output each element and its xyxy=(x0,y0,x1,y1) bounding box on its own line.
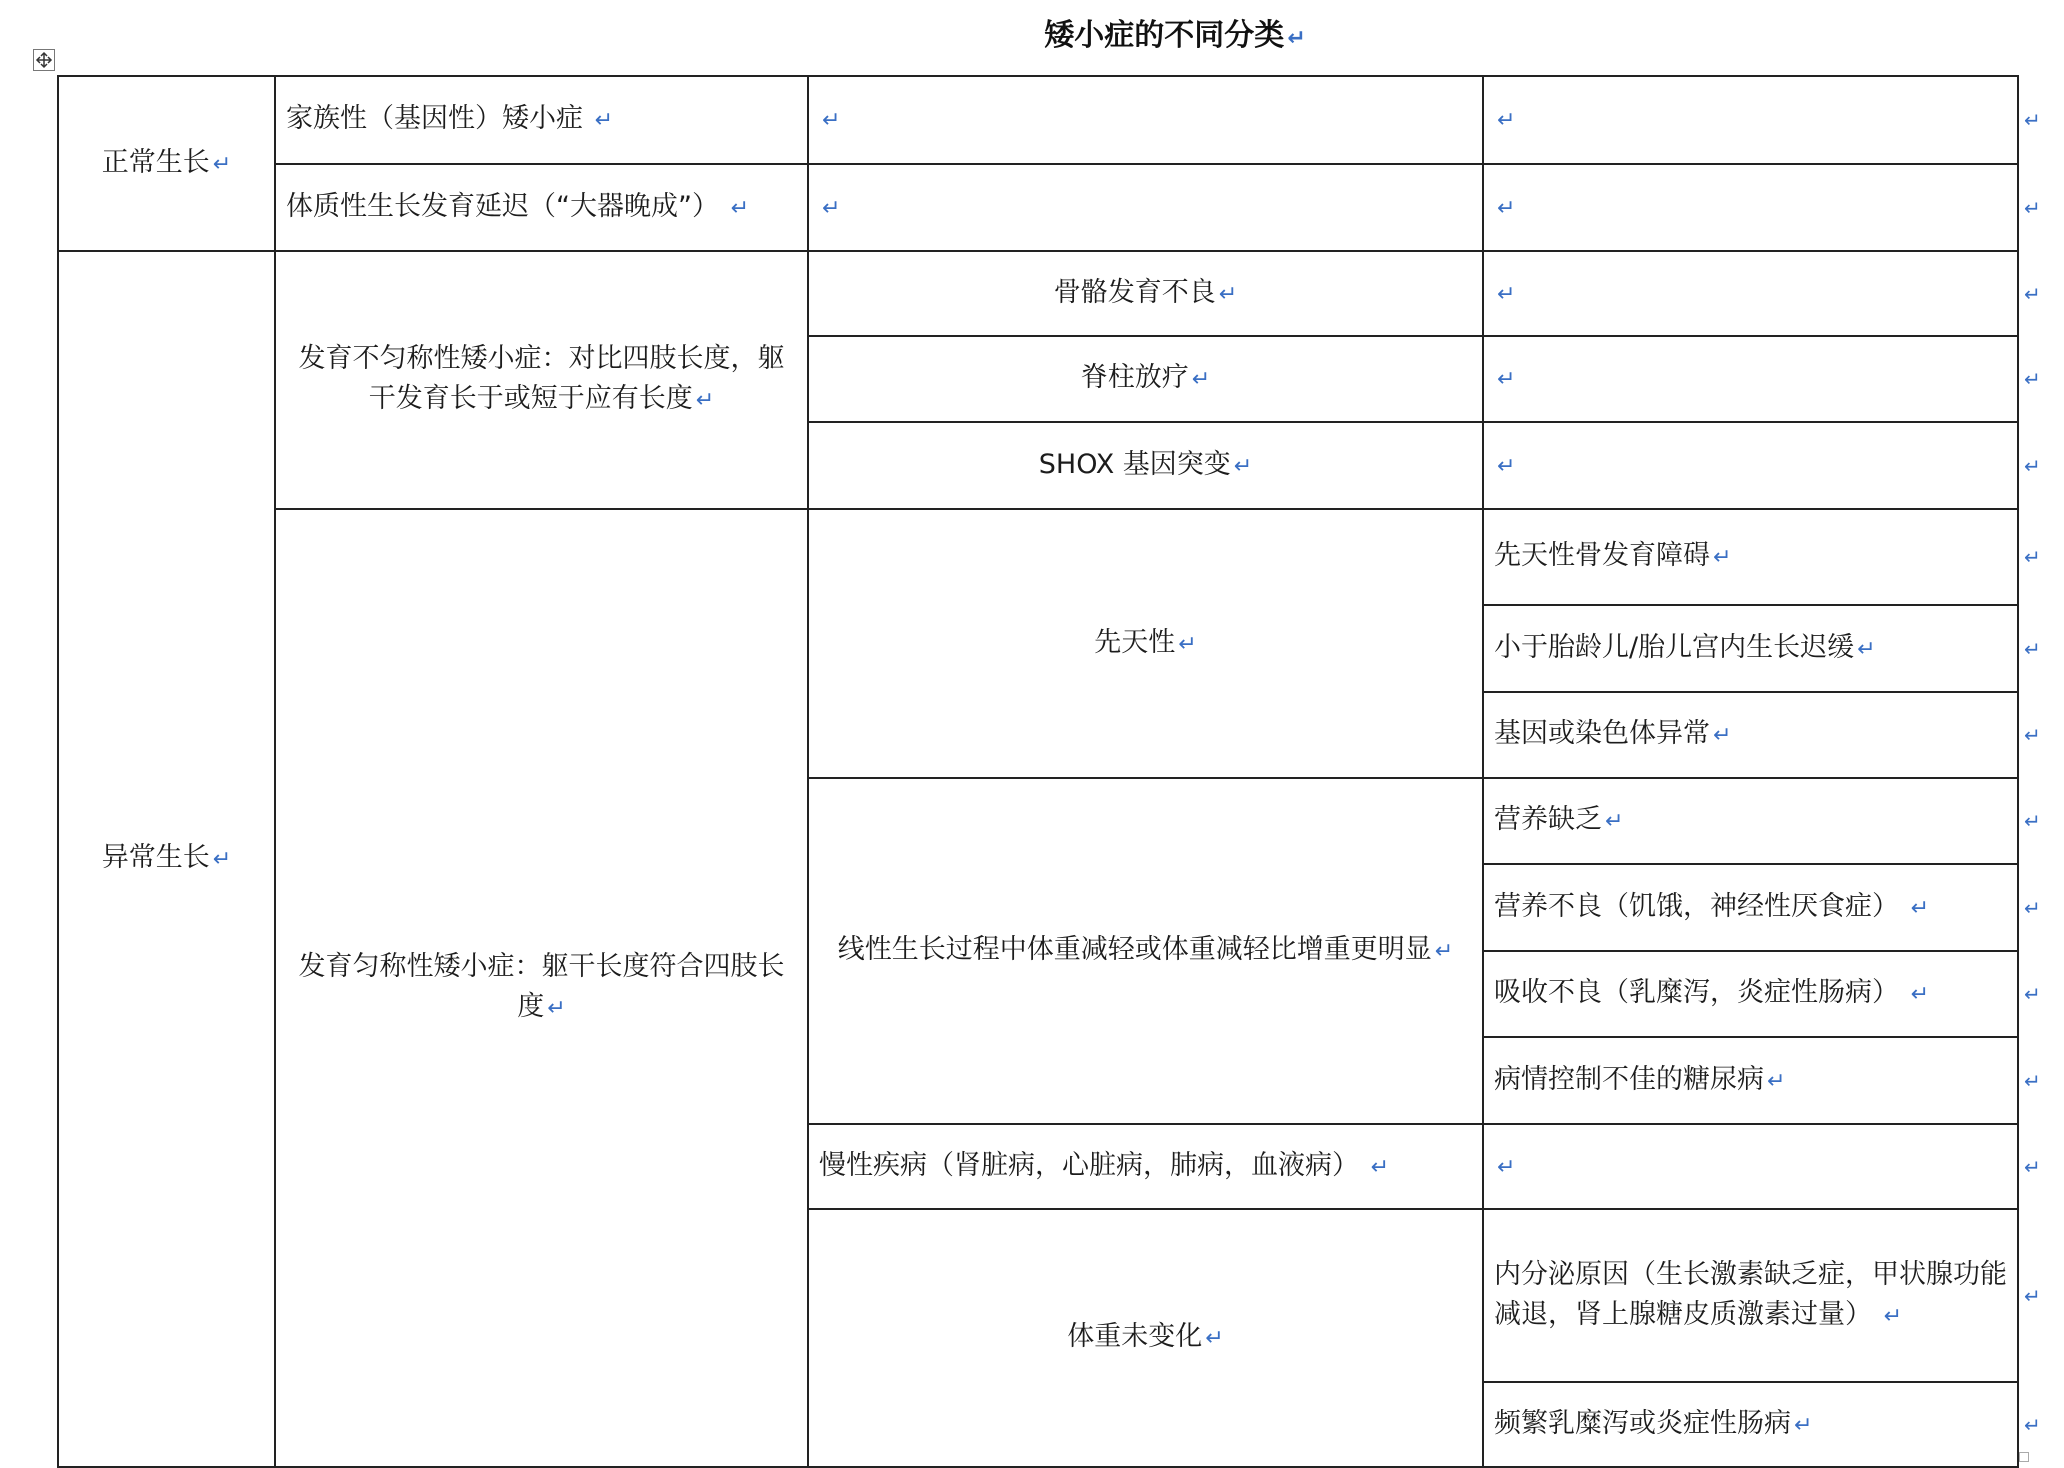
cell-skeletal-dysplasia[interactable]: 骨骼发育不良 ↵ xyxy=(808,251,1483,336)
cell-familial[interactable]: 家族性（基因性）矮小症 ↵ xyxy=(275,76,808,164)
row-end-mark: ↵ xyxy=(2024,108,2041,132)
row-end-mark: ↵ xyxy=(2024,195,2041,220)
cell-diabetes[interactable]: 病情控制不佳的糖尿病 ↵ xyxy=(1483,1037,2018,1124)
cell-sga-iugr[interactable]: 小于胎龄儿/胎儿宫内生长迟缓 ↵ xyxy=(1483,605,2018,692)
cell-malnutrition[interactable]: 营养不良（饥饿，神经性厌食症） ↵ xyxy=(1483,864,2018,951)
paragraph-mark: ↵ xyxy=(1287,26,1306,51)
row-end-mark: ↵ xyxy=(2024,1068,2041,1093)
table-move-handle-icon[interactable] xyxy=(33,49,55,71)
cell-malabsorption[interactable]: 吸收不良（乳糜泻，炎症性肠病） ↵ xyxy=(1483,951,2018,1037)
cell-empty[interactable]: ↵ xyxy=(1483,336,2018,422)
cell-proportionate[interactable]: 发育匀称性矮小症：躯干长度符合四肢长度 ↵ xyxy=(275,509,808,1467)
cell-empty[interactable]: ↵ xyxy=(1483,164,2018,251)
row-end-mark: ↵ xyxy=(2024,1412,2041,1437)
cell-disproportionate[interactable]: 发育不匀称性矮小症：对比四肢长度，躯干发育长于或短于应有长度 ↵ xyxy=(275,251,808,509)
cell-congenital[interactable]: 先天性 ↵ xyxy=(808,509,1483,778)
cell-weight-unchanged[interactable]: 体重未变化 ↵ xyxy=(808,1209,1483,1467)
cell-endocrine[interactable]: 内分泌原因（生长激素缺乏症，甲状腺功能减退，肾上腺糖皮质激素过量） ↵ xyxy=(1483,1209,2018,1382)
table-resize-handle-icon[interactable] xyxy=(2019,1452,2029,1462)
document-title: 矮小症的不同分类 ↵ xyxy=(1044,18,1306,53)
cell-constitutional[interactable]: 体质性生长发育延迟（“大器晚成”） ↵ xyxy=(275,164,808,251)
cell-genetic-chromosomal[interactable]: 基因或染色体异常 ↵ xyxy=(1483,692,2018,778)
cell-empty[interactable]: ↵ xyxy=(1483,422,2018,509)
cell-shox[interactable]: SHOX 基因突变 ↵ xyxy=(808,422,1483,509)
row-end-mark: ↵ xyxy=(2024,636,2041,661)
row-end-mark: ↵ xyxy=(2024,367,2041,391)
table-row xyxy=(58,76,2018,164)
cell-congenital-bone[interactable]: 先天性骨发育障碍 ↵ xyxy=(1483,509,2018,605)
cell-celiac-ibd[interactable]: 频繁乳糜泻或炎症性肠病 ↵ xyxy=(1483,1382,2018,1467)
cell-weight-loss[interactable]: 线性生长过程中体重减轻或体重减轻比增重更明显 ↵ xyxy=(808,778,1483,1124)
row-end-mark: ↵ xyxy=(2024,545,2041,569)
short-stature-classification-table xyxy=(57,75,2019,1468)
cell-spinal-radiation[interactable]: 脊柱放疗 ↵ xyxy=(808,336,1483,422)
table-row xyxy=(58,164,2018,251)
cell-chronic-disease[interactable]: 慢性疾病（肾脏病，心脏病，肺病，血液病） ↵ xyxy=(808,1124,1483,1209)
cell-empty[interactable]: ↵ xyxy=(1483,1124,2018,1209)
row-end-mark: ↵ xyxy=(2024,1154,2041,1179)
row-end-mark: ↵ xyxy=(2024,809,2041,833)
row-end-mark: ↵ xyxy=(2024,1283,2041,1308)
row-end-mark: ↵ xyxy=(2024,281,2041,306)
row-end-mark: ↵ xyxy=(2024,453,2041,478)
row-end-mark: ↵ xyxy=(2024,895,2041,920)
cell-abnormal-growth[interactable]: 异常生长 ↵ xyxy=(58,251,275,1467)
cell-empty[interactable]: ↵ xyxy=(808,164,1483,251)
table-row xyxy=(58,509,2018,605)
cell-empty[interactable]: ↵ xyxy=(1483,76,2018,164)
cell-empty[interactable]: ↵ xyxy=(1483,251,2018,336)
cell-normal-growth[interactable]: 正常生长 ↵ xyxy=(58,76,275,251)
row-end-mark: ↵ xyxy=(2024,723,2041,747)
table-row xyxy=(58,251,2018,336)
cell-malnutrition-deficiency[interactable]: 营养缺乏 ↵ xyxy=(1483,778,2018,864)
row-end-mark: ↵ xyxy=(2024,982,2041,1006)
cell-empty[interactable]: ↵ xyxy=(808,76,1483,164)
